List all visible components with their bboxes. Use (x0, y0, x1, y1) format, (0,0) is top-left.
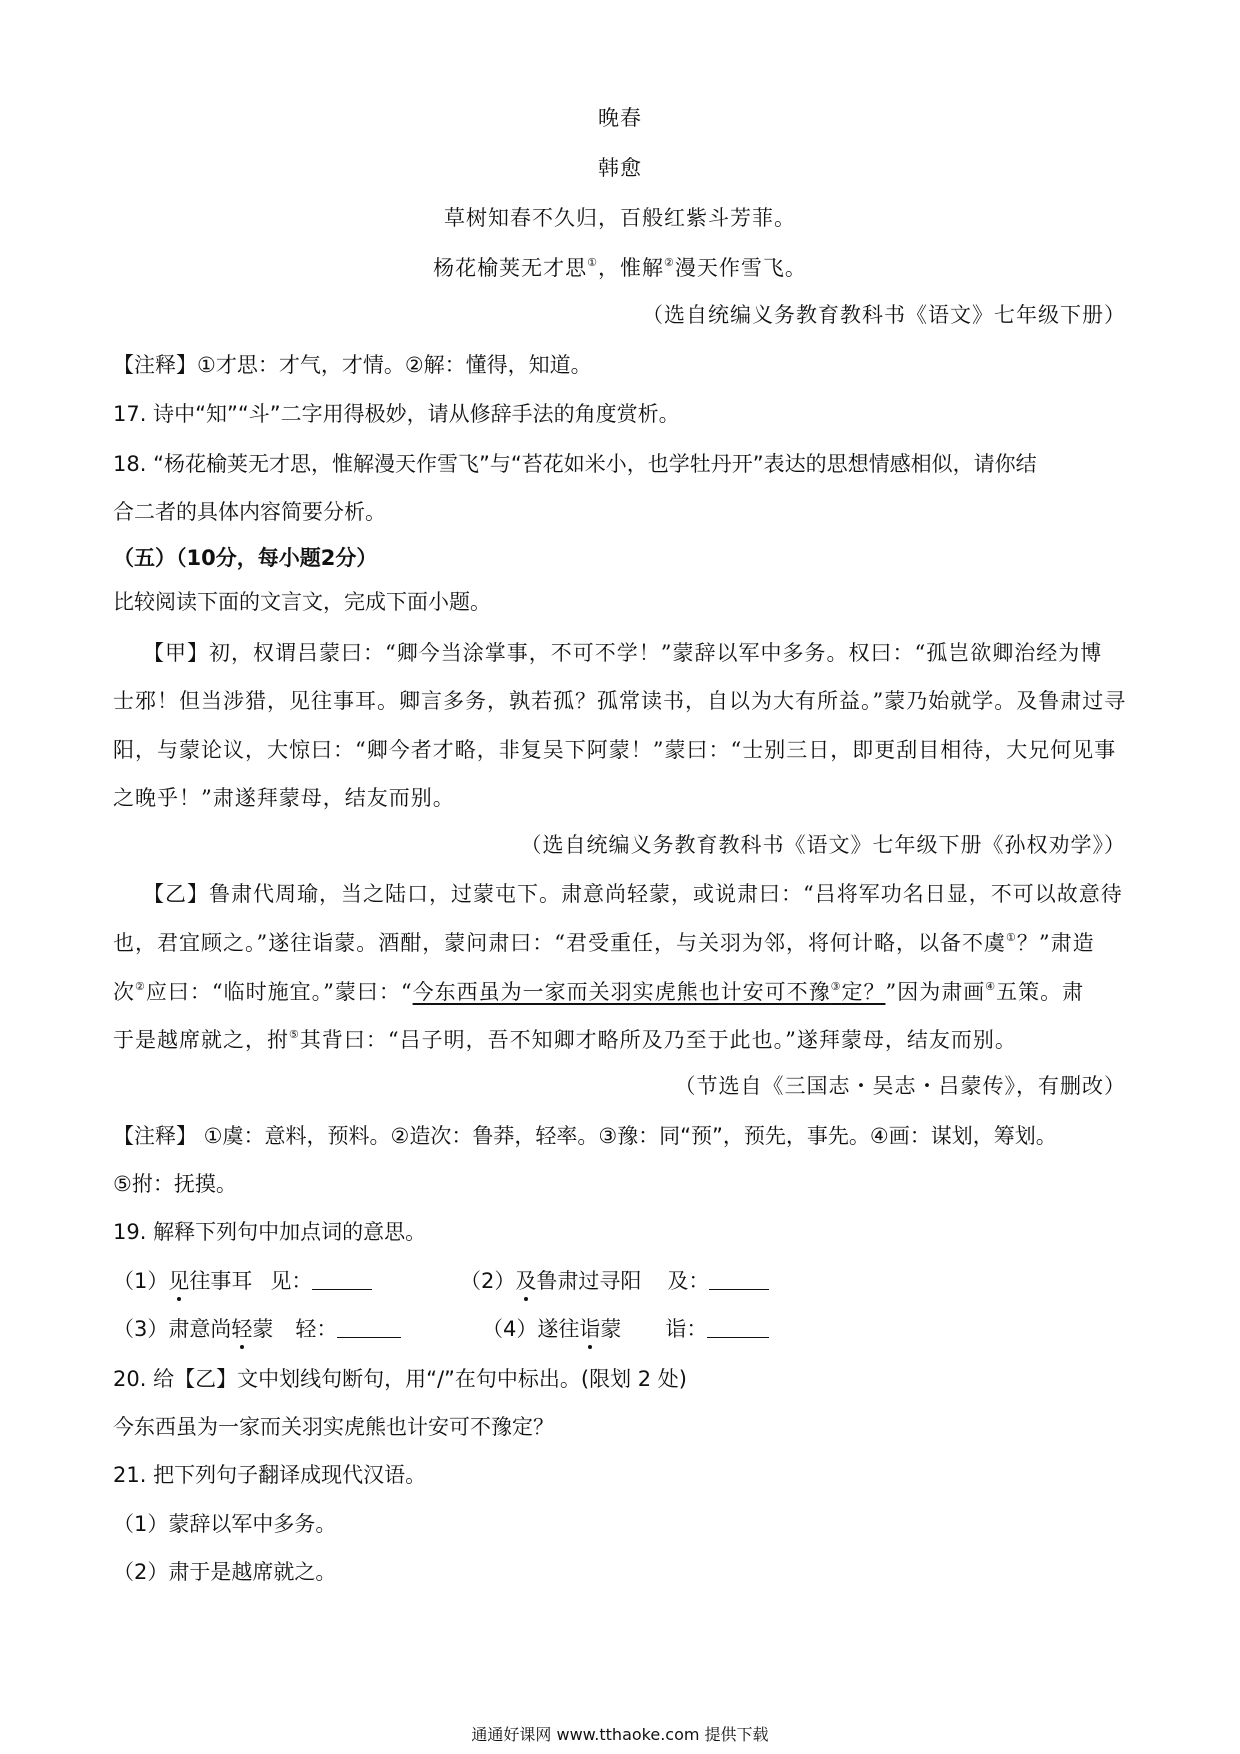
passage-yi-line-1: 【乙】鲁肃代周瑜，当之陆口，过蒙屯下。肃意尚轻蒙，或说肃曰：“吕将军功名日显，不可以故意待 (143, 882, 1123, 906)
underlined-text: 定？ (841, 980, 886, 1004)
passage-jia-line-3: 阳，与蒙论议，大惊曰：“卿今者才略，非复吴下阿蒙！”蒙曰：“士别三日，即更刮目相待，大兄何见事 (113, 738, 1117, 762)
passage-yi-line-3 (113, 977, 1084, 1007)
poem-source: （选自统编义务教育教科书《语文》七年级下册） (642, 303, 1126, 327)
poem-author: 韩愈 (598, 156, 642, 180)
dotted-word: 轻 (231, 1314, 252, 1344)
passage-yi-text: ”因为肃画 (885, 980, 986, 1004)
section-instruction: 比较阅读下面的文言文，完成下面小题。 (113, 590, 491, 614)
item-text: 遂往 (537, 1317, 580, 1341)
item-text: 蒙 (600, 1317, 622, 1341)
passage-jia-line-2: 士邪！但当涉猎，见往事耳。卿言多务，孰若孤？孤常读书，自以为大有所益。”蒙乃始就学。及鲁肃过寻 (113, 689, 1127, 713)
passage-yi-source: （节选自《三国志・吴志・吕蒙传》，有删改） (674, 1074, 1126, 1098)
passage-yi-text: 应曰：“临时施宜。”蒙曰：“ (145, 980, 413, 1004)
passage-yi-line-2 (113, 928, 1095, 958)
answer-blank[interactable] (709, 1269, 769, 1290)
item-text: 肃意尚 (168, 1317, 232, 1341)
item-label: 诣： (665, 1317, 708, 1341)
question-19-item-2 (460, 1266, 769, 1296)
item-number: （1） (113, 1269, 169, 1293)
question-21-item-1: （1）蒙辞以军中多务。 (113, 1512, 337, 1536)
question-19-item-3 (113, 1314, 401, 1344)
footnote-marker: ⑤ (289, 1028, 300, 1041)
dotted-word: 诣 (579, 1314, 600, 1344)
answer-blank[interactable] (707, 1317, 769, 1338)
question-17: 17. 诗中“知”“斗”二字用得极妙，请从修辞手法的角度赏析。 (113, 402, 680, 426)
question-19-item-4 (482, 1314, 769, 1344)
item-number: （4） (482, 1317, 538, 1341)
passage-jia-line-1: 【甲】初，权谓吕蒙曰：“卿今当涂掌事，不可不学！”蒙辞以军中多务。权曰：“孤岂欲卿治经为博 (143, 641, 1103, 665)
section-heading: （五）（10分，每小题2分） (113, 546, 378, 570)
passage-yi-text: 五策。肃 (996, 980, 1085, 1004)
item-label: 轻： (295, 1317, 338, 1341)
question-21-item-2: （2）肃于是越席就之。 (113, 1560, 337, 1584)
question-20-sentence: 今东西虽为一家而关羽实虎熊也计安可不豫定？ (113, 1415, 554, 1439)
footnote-marker: ② (664, 256, 675, 269)
item-text: 往事耳 (189, 1269, 253, 1293)
footnote-marker: ③ (830, 980, 842, 993)
poem-title: 晚春 (598, 106, 642, 130)
passage-yi-text: 于是越席就之，拊 (113, 1028, 289, 1052)
answer-blank[interactable] (312, 1269, 372, 1290)
underlined-sentence (413, 980, 886, 1004)
question-20-stem: 20. 给【乙】文中划线句断句，用“/”在句中标出。(限划 2 处) (113, 1367, 688, 1391)
footnote-marker: ① (587, 256, 598, 269)
item-text: 鲁肃过寻阳 (536, 1269, 642, 1293)
passage-jia-source: （选自统编义务教育教科书《语文》七年级下册《孙权劝学》） (520, 833, 1126, 857)
poem-line-2-part: ，惟解 (598, 256, 664, 280)
poem-line-2 (0, 253, 1240, 283)
page-footer: 通通好课网 www.tthaoke.com 提供下载 (471, 1725, 769, 1744)
question-19-stem: 19. 解释下列句中加点词的意思。 (113, 1220, 427, 1244)
item-label: 及： (667, 1269, 710, 1293)
question-19-item-1 (113, 1266, 372, 1296)
dotted-word: 见 (168, 1266, 189, 1296)
poem-line-1: 草树知春不久归，百般红紫斗芳菲。 (444, 206, 796, 230)
passage-yi-text: 次 (113, 980, 135, 1004)
item-text: 蒙 (252, 1317, 274, 1341)
answer-blank[interactable] (337, 1317, 401, 1338)
footnote-marker: ① (1005, 931, 1017, 944)
passage-yi-text: 也，君宜顾之。”遂往诣蒙。酒酣，蒙问肃曰：“君受重任，与关羽为邻，将何计略，以备不虞 (113, 931, 1006, 955)
poem-note: 【注释】①才思：才气，才情。②解：懂得，知道。 (113, 353, 592, 377)
footnote-marker: ② (135, 980, 146, 993)
poem-line-2-part: 漫天作雪飞。 (674, 256, 807, 280)
passage-yi-line-4 (113, 1025, 1017, 1055)
passage-note-line-2: ⑤拊：抚摸。 (113, 1172, 237, 1196)
passage-yi-text: ？”肃造 (1016, 931, 1095, 955)
underlined-text: 今东西虽为一家而关羽实虎熊也计安可不豫 (412, 980, 831, 1004)
dotted-word: 及 (515, 1266, 536, 1296)
question-18-line-2: 合二者的具体内容简要分析。 (113, 500, 386, 524)
passage-jia-line-4: 之晚乎！”肃遂拜蒙母，结友而别。 (113, 786, 455, 810)
question-21-stem: 21. 把下列句子翻译成现代汉语。 (113, 1463, 427, 1487)
passage-yi-text: 其背曰：“吕子明，吾不知卿才略所及乃至于此也。”遂拜蒙母，结友而别。 (299, 1028, 1017, 1052)
item-label: 见： (270, 1269, 313, 1293)
item-number: （2） (460, 1269, 516, 1293)
passage-note-line-1: 【注释】 ①虞：意料，预料。②造次：鲁莽，轻率。③豫：同“预”，预先，事先。④画：谋划，筹划。 (113, 1124, 1057, 1148)
footnote-marker: ④ (985, 980, 997, 993)
question-18-line-1: 18. “杨花榆荚无才思，惟解漫天作雪飞”与“苔花如米小，也学牡丹开”表达的思想情感相似，请你结 (113, 452, 1037, 476)
poem-line-2-part: 杨花榆荚无才思 (433, 256, 588, 280)
item-number: （3） (113, 1317, 169, 1341)
